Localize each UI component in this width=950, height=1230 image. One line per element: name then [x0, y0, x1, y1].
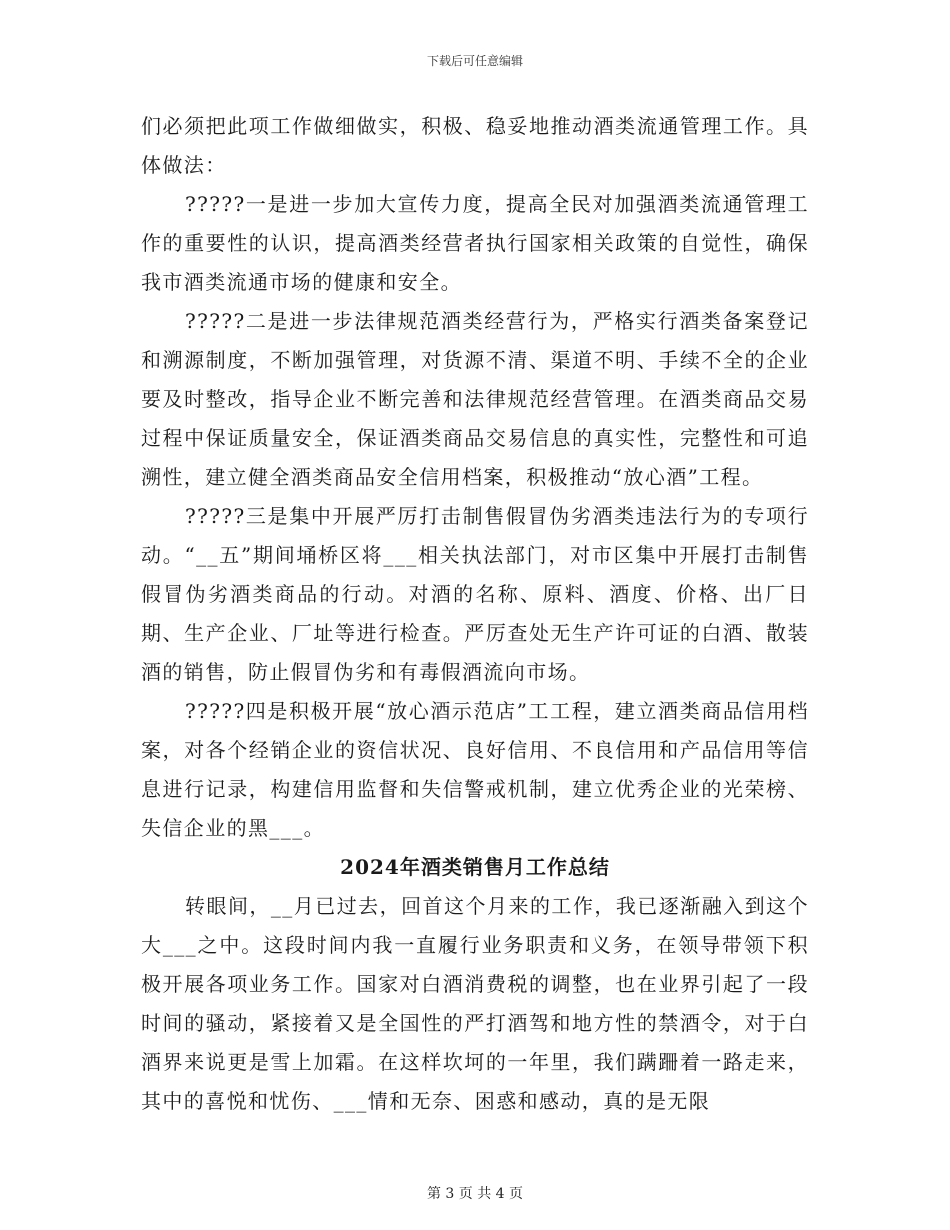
body-paragraph: ?????四是积极开展“放心酒示范店”工工程，建立酒类商品信用档案，对各个经销企业的资信状况、良好信用、不良信用和产品信用等信息进行记录，构建信用监督和失信警戒机制，建立优秀企业的光荣榜、失信企业的黑___。 [141, 699, 809, 840]
body-paragraph: 们必须把此项工作做细做实，积极、稳妥地推动酒类流通管理工作。具体做法： [141, 114, 809, 177]
body-paragraph: ?????二是进一步法律规范酒类经营行为，严格实行酒类备案登记和溯源制度，不断加强管理，对货源不清、渠道不明、手续不全的企业要及时整改，指导企业不断完善和法律规范经营管理。在酒类商品交易过程中保证质量安全，保证酒类商品交易信息的真实性，完整性和可追溯性，建立健全酒类商品安全信用档案，积极推动“放心酒”工程。 [141, 309, 809, 489]
page-footer: 第 3 页 共 4 页 [426, 1186, 524, 1202]
body-paragraph: ?????三是集中开展严厉打击制售假冒伪劣酒类违法行为的专项行动。“__五”期间埇桥区将___相关执法部门，对市区集中开展打击制售假冒伪劣酒类商品的行动。对酒的名称、原料、酒度、价格、出厂日期、生产企业、厂址等进行检查。严厉查处无生产许可证的白酒、散装酒的销售，防止假冒伪劣和有毒假酒流向市场。 [141, 504, 809, 684]
page-header: 下载后可任意编辑 [426, 54, 523, 68]
section-title: 2024年酒类销售月工作总结 [340, 855, 610, 879]
document-body [141, 107, 809, 1121]
body-paragraph: 转眼间，__月已过去，回首这个月来的工作，我已逐渐融入到这个大___之中。这段时间内我一直履行业务职责和义务，在领导带领下积极开展各项业务工作。国家对白酒消费税的调整，也在业界引起了一段时间的骚动，紧接着又是全国性的严打酒驾和地方性的禁酒令，对于白酒界来说更是雪上加霜。在这样坎坷的一年里，我们蹒跚着一路走来，其中的喜悦和忧伤、___情和无奈、困惑和感动，真的是无限 [141, 894, 809, 1113]
body-paragraph: ?????一是进一步加大宣传力度，提高全民对加强酒类流通管理工作的重要性的认识，提高酒类经营者执行国家相关政策的自觉性，确保我市酒类流通市场的健康和安全。 [141, 192, 809, 294]
